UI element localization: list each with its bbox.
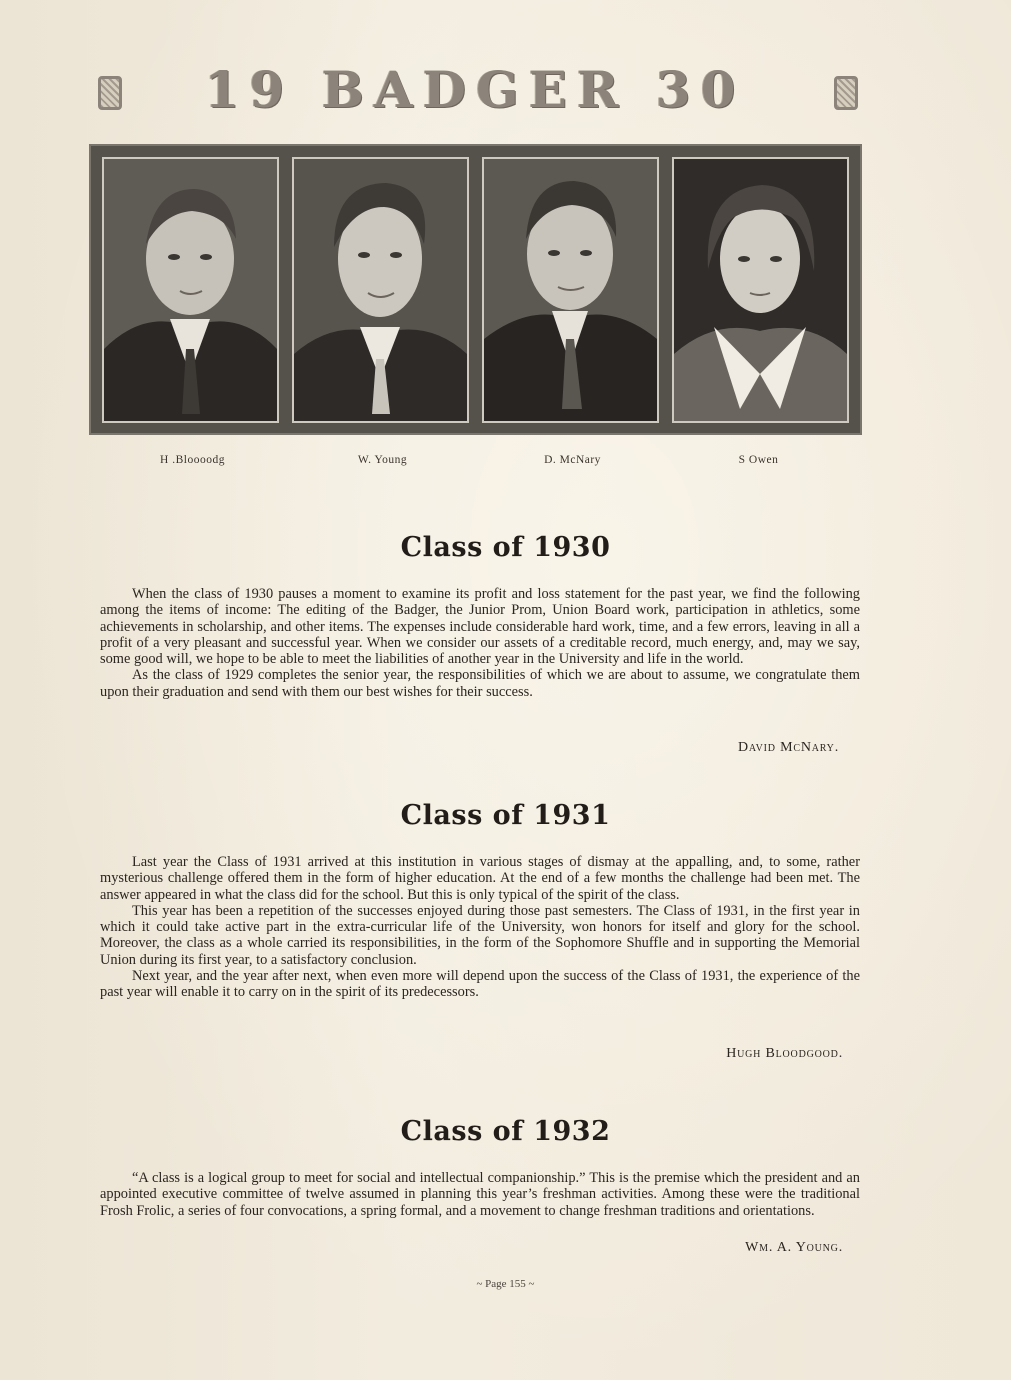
paragraph: This year has been a repetition of the successes enjoyed during those past semesters. The Class of 1931, in the first year in which it could take active part in the extra-curricular life of the University, won honors for itself and glory for the school. Moreover, the class as a whole carried its responsibilities, in the form of the Sophomore Shuffle and in supporting the Memorial Union during its first year, to a satisfactory conclusion. (100, 902, 860, 968)
portrait-strip (89, 144, 862, 435)
paragraph: “A class is a logical group to meet for social and intellectual companionship.” This is the premise which the president and an appointed executive committee of twelve assumed in planning this year’s freshman activities. Among these were the traditional Frosh Frolic, a series of four convocations, a spring formal, and a movement to change freshman traditions and orientations. (100, 1170, 860, 1219)
paragraph: Next year, and the year after next, when even more will depend upon the success of the Class of 1931, the experience of the past year will enable it to carry on in the spirit of its predecessors. (100, 968, 860, 1001)
section-heading-1930: Class of 1930 (400, 532, 611, 563)
portrait-owen (672, 157, 849, 423)
yearbook-banner (92, 62, 858, 118)
section-heading-1932: Class of 1932 (400, 1116, 611, 1147)
signature: David McNary. (737, 740, 839, 755)
signature: Wm. A. Young. (745, 1240, 843, 1255)
section-body-1931 (100, 854, 860, 1001)
section-body-1932 (100, 1170, 860, 1219)
portrait-caption: S Owen (738, 454, 779, 466)
signature: Hugh Bloodgood. (726, 1046, 843, 1061)
section-body-1930 (100, 586, 860, 700)
ornament-icon (92, 70, 122, 110)
ornament-icon (828, 70, 858, 110)
portrait-caption: D. McNary (544, 454, 601, 466)
page-number: ~ Page 155 ~ (476, 1278, 535, 1290)
portrait-caption: W. Young (357, 454, 408, 466)
section-heading-1931: Class of 1931 (400, 800, 611, 831)
portrait-bloodgood (102, 157, 279, 423)
portrait-caption: H .Bloooodg (160, 454, 225, 466)
paragraph: When the class of 1930 pauses a moment to examine its profit and loss statement for the past year, we find the following among the items of income: The editing of the Badger, the Junior Prom, Union Board work, participation in athletics, some achievements in scholarship, and other items. The expenses include considerable hard work, time, and a few errors, leaving in all a profit of a very pleasant and successful year. When we consider our assets of a creditable record, much energy, and, may we say, some good will, we hope to be able to meet the liabilities of another year in the University and life in the world. (100, 586, 860, 668)
portrait-young (292, 157, 469, 423)
paragraph: As the class of 1929 completes the senior year, the responsibilities of which we are about to assume, we congratulate them upon their graduation and send with them our best wishes for their success. (100, 667, 860, 700)
paragraph: Last year the Class of 1931 arrived at this institution in various stages of dismay at the appalling, and, to some, rather mysterious challenge offered them in the form of higher education. At the end of a few months the challenge had been met. The answer appeared in what the class did for the school. But this is only typical of the spirit of the class. (100, 854, 860, 903)
portrait-mcnary (482, 157, 659, 423)
banner-title: 19 BADGER 30 (204, 60, 746, 119)
